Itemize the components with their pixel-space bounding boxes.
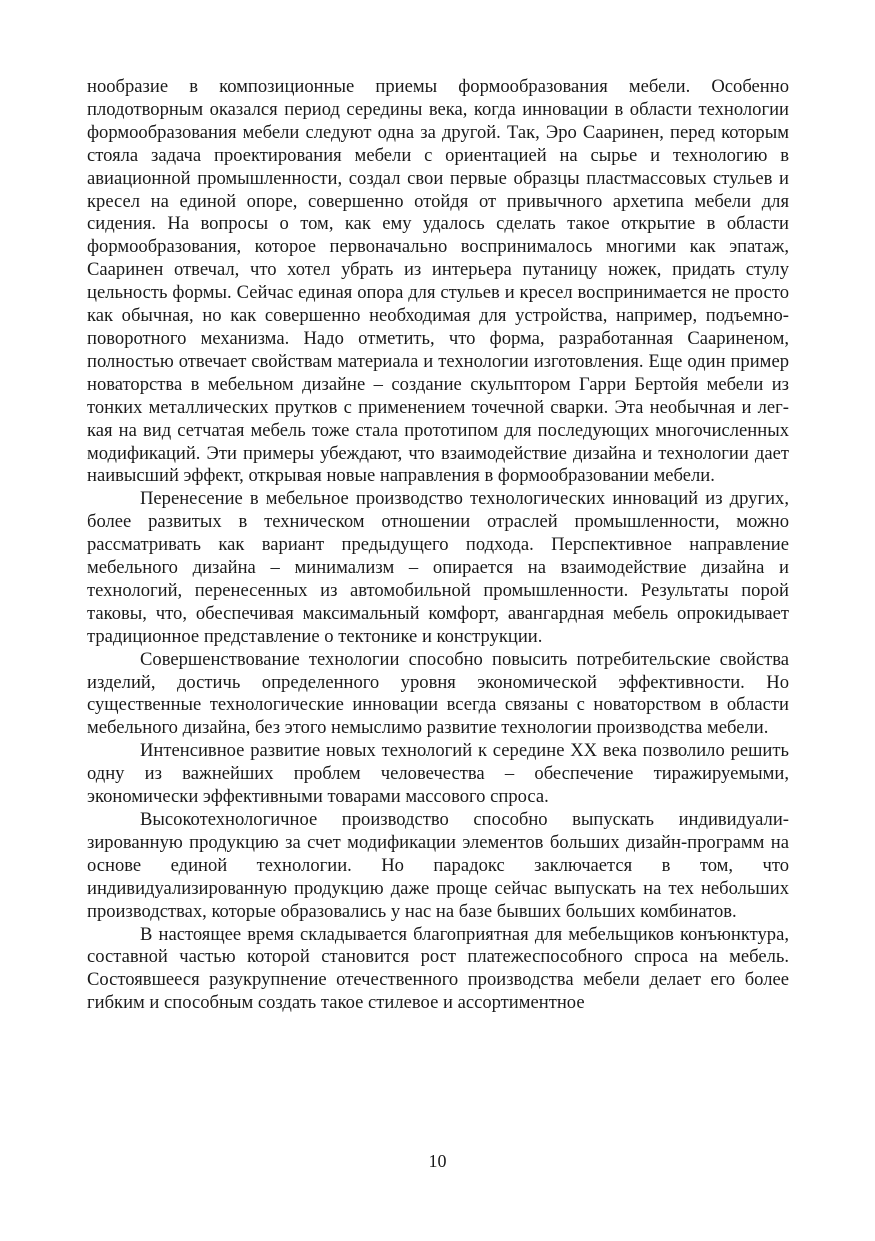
paragraph-mass-demand: Интенсивное развитие новых технологий к середине XX века позволило решить одну из важнейших проблем человечества – обеспечение тиражируемыми, экономически эффективными товарами массового спроса. [87,740,789,808]
paragraph-technology-transfer: Перенесение в мебельное производство технологических инноваций из других, более развитых в техническом отношении отраслей промышленности, можно рассматривать как вариант предыдущего подхода. Перспективное направление мебельного дизайна – минимализм – опирается на взаимодействие дизайна и технологий, перенесенных из автомобильной промышленности. Результаты порой таковы, что, обеспечивая максимальный комфорт, авангардная мебель опрокидывает традиционное представление о тектонике и конструкции. [87,488,789,647]
paragraph-technology-improvement: Совершенствование технологии способно повысить потребительские свойства изделий, достичь определенного уровня экономической эффективности. Но существенные технологические инновации всегда связаны с новаторством в области мебельного дизайна, без этого немыслимо развитие технологии производства мебели. [87,648,789,739]
paragraph-market-conditions: В настоящее время складывается благоприятная для мебельщиков конъюнктура, составной частью которой становится рост платежеспособного спроса на мебель. Состоявшееся разукрупнение отечественного производства мебели делает его более гибким и способным создать такое стилевое и ассортиментное [87,923,789,1014]
page-body [87,76,789,1015]
page-number: 10 [428,1151,447,1171]
paragraph-continuation: нообразие в композиционные приемы формообразования мебели. Особенно плодотворным оказался период середины века, когда инновации в области технологии формообразования мебели следуют одна за другой. Так, Эро Сааринен, перед которым стояла задача проектирования мебели с ориентацией на сырье и технологию в авиационной промышленности, создал свои первые образцы пластмассовых стульев и кресел на единой опоре, совершенно отойдя от привычного архетипа мебели для сидения. На вопросы о том, как ему удалось сделать такое открытие в области формообразования, которое первоначально воспринималось многими как эпатаж, Сааринен отвечал, что хотел убрать из интерьера путаницу ножек, придать стулу цельность формы. Сейчас единая опора для стульев и кресел воспринимается не просто как обычная, но как совершенно необходимая для устройства, например, подъемно-поворотного механизма. Надо отметить, что форма, разработанная Саариненом, полностью отвечает свойствам материала и технологии изготовления. Еще один пример новаторства в мебельном дизайне – создание скульптором Гарри Бертойя мебели из тонких металлических прутков с применением точечной сварки. Эта необычная и легкая на вид сетчатая мебель тоже стала прототипом для последующих многочисленных модификаций. Эти примеры убеждают, что взаимодействие дизайна и технологии дает наивысший эффект, открывая новые направления в формообразовании мебели. [87,76,789,487]
paragraph-individualized-production: Высокотехнологичное производство способно выпускать индивидуализированную продукцию за счет модификации элементов больших дизайн-программ на основе единой технологии. Но парадокс заключается в том, что индивидуализированную продукцию даже проще сейчас выпускать на тех небольших производствах, которые образовались у нас на базе бывших больших комбинатов. [87,809,789,922]
